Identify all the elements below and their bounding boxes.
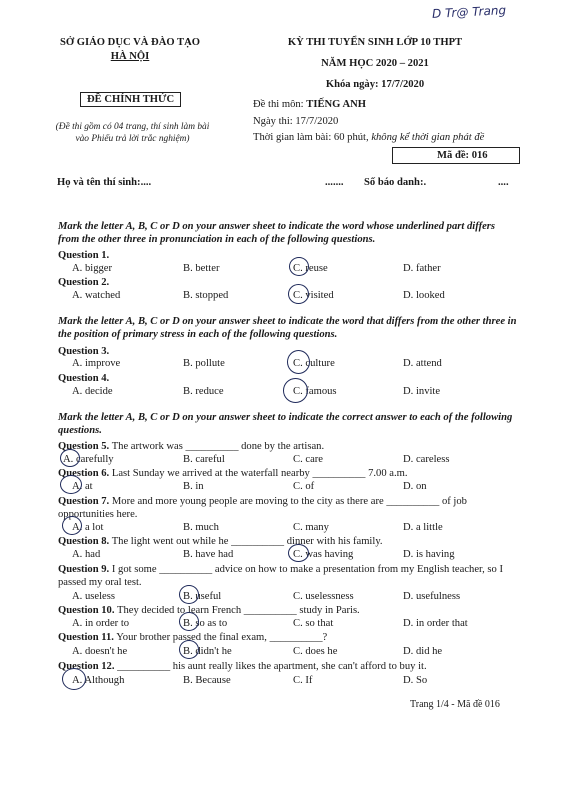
q10-option-b: B. so as to bbox=[183, 618, 228, 629]
q11-answer-circle bbox=[179, 640, 199, 659]
q5-stem bbox=[58, 440, 513, 453]
question-6-label: Question 6. bbox=[58, 468, 110, 479]
q4-option-d: D. invite bbox=[403, 386, 441, 397]
department-name: SỞ GIÁO DỤC VÀ ĐÀO TẠO bbox=[60, 37, 200, 48]
q10-text: They decided to learn French __________ study in Paris. bbox=[116, 605, 360, 616]
q5-option-b: B. careful bbox=[183, 454, 225, 465]
q9-option-d: D. usefulness bbox=[403, 591, 461, 602]
time-line bbox=[253, 131, 484, 144]
subject-name: TIẾNG ANH bbox=[306, 99, 367, 110]
q2-option-b: B. stopped bbox=[183, 290, 229, 301]
q1-option-a: A. bigger bbox=[72, 263, 113, 274]
q12-text: __________ his aunt really likes the apartment, she can't afford to buy it. bbox=[117, 661, 427, 672]
q8-answer-circle bbox=[288, 544, 309, 562]
q10-option-a: A. in order to bbox=[72, 618, 130, 629]
q11-option-d: D. did he bbox=[403, 646, 443, 657]
candidate-dots: ....... bbox=[325, 177, 344, 188]
q9-text: I got some __________ advice on how to make a presentation from my English teacher, so I passed my oral test. bbox=[58, 564, 504, 588]
section-correct-answer-instruction: Mark the letter A, B, C or D on your answer sheet to indicate the correct answer to each of the following questions. bbox=[58, 412, 513, 436]
school-year: NĂM HỌC 2020 – 2021 bbox=[321, 58, 429, 69]
q11-option-a: A. doesn't he bbox=[72, 646, 128, 657]
q7-text: More and more young people are moving to the city as there are __________ of job opportunities here. bbox=[58, 496, 467, 520]
q1-option-b: B. better bbox=[183, 263, 220, 274]
q10-stem bbox=[58, 604, 513, 617]
q9-stem bbox=[58, 563, 513, 589]
question-10-label: Question 10. bbox=[58, 605, 115, 616]
q5-option-a: A. carefully bbox=[63, 454, 114, 465]
q3-option-a: A. improve bbox=[72, 358, 121, 369]
q9-answer-circle bbox=[179, 585, 199, 604]
question-3-label: Question 3. bbox=[58, 346, 110, 357]
q8-option-c: C. was having bbox=[293, 549, 354, 560]
q7-option-b: B. much bbox=[183, 522, 219, 533]
q6-answer-circle bbox=[60, 475, 82, 494]
candidate-id-label: Số báo danh:. bbox=[364, 177, 427, 188]
q9-option-c: C. uselessness bbox=[293, 591, 354, 602]
q3-option-d: D. attend bbox=[403, 358, 442, 369]
q5-text: The artwork was __________ done by the artisan. bbox=[111, 441, 325, 452]
exam-code: Mã đề: 016 bbox=[437, 150, 488, 161]
exam-code-box bbox=[392, 147, 520, 164]
exam-date: Ngày thi: 17/7/2020 bbox=[253, 116, 339, 127]
question-4-label: Question 4. bbox=[58, 373, 110, 384]
q1-option-c: C. reuse bbox=[293, 263, 328, 274]
department-city: HÀ NỘI bbox=[110, 51, 150, 62]
candidate-name-label: Họ và tên thí sinh:.... bbox=[57, 177, 152, 188]
page-count-note-2: vào Phiếu trả lời trắc nghiệm) bbox=[75, 134, 190, 144]
q12-option-d: D. So bbox=[403, 675, 428, 686]
q7-option-d: D. a little bbox=[403, 522, 443, 533]
q8-option-a: A. had bbox=[72, 549, 101, 560]
candidate-id-dots: .... bbox=[498, 177, 509, 188]
q2-answer-circle bbox=[288, 284, 309, 304]
q3-option-c: C. culture bbox=[293, 358, 335, 369]
q9-option-b: B. useful bbox=[183, 591, 222, 602]
q9-option-a: A. useless bbox=[72, 591, 115, 602]
q5-option-d: D. careless bbox=[403, 454, 450, 465]
q6-stem bbox=[58, 467, 513, 480]
section-stress-instruction: Mark the letter A, B, C or D on your answer sheet to indicate the word that differs from the other three in the position of primary stress in each of the following questions. bbox=[58, 316, 517, 340]
q11-option-c: C. does he bbox=[293, 646, 338, 657]
official-badge: ĐỀ CHÍNH THỨC bbox=[80, 92, 181, 107]
question-2-label: Question 2. bbox=[58, 277, 110, 288]
q11-stem bbox=[58, 631, 513, 644]
q2-option-d: D. looked bbox=[403, 290, 445, 301]
question-7-label: Question 7. bbox=[58, 496, 110, 507]
q8-option-d: D. is having bbox=[403, 549, 455, 560]
q8-stem bbox=[58, 535, 513, 548]
question-9-label: Question 9. bbox=[58, 564, 110, 575]
question-8-label: Question 8. bbox=[58, 536, 110, 547]
q12-option-c: C. If bbox=[293, 675, 313, 686]
q6-option-b: B. in bbox=[183, 481, 204, 492]
q4-option-a: A. decide bbox=[72, 386, 113, 397]
q6-option-c: C. of bbox=[293, 481, 315, 492]
time-note: không kể thời gian phát đề bbox=[371, 132, 485, 143]
q12-stem bbox=[58, 660, 513, 673]
q5-answer-circle bbox=[60, 449, 80, 467]
q3-answer-circle bbox=[287, 350, 310, 374]
q10-answer-circle bbox=[179, 612, 199, 631]
question-12-label: Question 12. bbox=[58, 661, 115, 672]
page-count-note: (Đề thi gồm có 04 trang, thí sinh làm bài bbox=[55, 122, 210, 132]
q7-answer-circle bbox=[62, 516, 82, 535]
subject-label: Đề thi môn: bbox=[253, 99, 304, 110]
q10-option-c: C. so that bbox=[293, 618, 334, 629]
q3-option-b: B. pollute bbox=[183, 358, 225, 369]
q8-text: The light went out while he __________ dinner with his family. bbox=[111, 536, 383, 547]
page-footer: Trang 1/4 - Mã đề 016 bbox=[410, 699, 500, 710]
question-5-label: Question 5. bbox=[58, 441, 110, 452]
q11-option-b: B. didn't he bbox=[183, 646, 232, 657]
q11-text: Your brother passed the final exam, __________? bbox=[116, 632, 328, 643]
q4-option-b: B. reduce bbox=[183, 386, 224, 397]
q7-stem bbox=[58, 495, 513, 521]
question-11-label: Question 11. bbox=[58, 632, 114, 643]
q7-option-a: A. a lot bbox=[72, 522, 104, 533]
q10-option-d: D. in order that bbox=[403, 618, 468, 629]
q4-answer-circle bbox=[283, 378, 308, 403]
q6-option-d: D. on bbox=[403, 481, 427, 492]
time-label: Thời gian làm bài: 60 phút, bbox=[253, 132, 369, 143]
q6-option-a: A. at bbox=[72, 481, 93, 492]
handwritten-note: D Tr@ Trang bbox=[431, 3, 507, 21]
q6-text: Last Sunday we arrived at the waterfall nearby __________ 7.00 a.m. bbox=[111, 468, 408, 479]
q4-option-c: C. famous bbox=[293, 386, 337, 397]
exam-title: KỲ THI TUYỂN SINH LỚP 10 THPT bbox=[287, 37, 463, 48]
q1-option-d: D. father bbox=[403, 263, 441, 274]
q2-option-a: A. watched bbox=[72, 290, 121, 301]
q5-option-c: C. care bbox=[293, 454, 323, 465]
q8-option-b: B. have had bbox=[183, 549, 234, 560]
q1-answer-circle bbox=[289, 257, 309, 276]
q12-answer-circle bbox=[62, 668, 86, 690]
question-1-label: Question 1. bbox=[58, 250, 110, 261]
q2-option-c: C. visited bbox=[293, 290, 334, 301]
section-pronunciation-instruction: Mark the letter A, B, C or D on your answer sheet to indicate the word whose underlined part differs from the other three in pronunciation in each of the following questions. bbox=[58, 221, 496, 245]
q12-option-a: A. Although bbox=[72, 675, 125, 686]
q7-option-c: C. many bbox=[293, 522, 329, 533]
q12-option-b: B. Because bbox=[183, 675, 231, 686]
subject-line bbox=[253, 98, 366, 111]
course-date: Khóa ngày: 17/7/2020 bbox=[325, 79, 425, 90]
